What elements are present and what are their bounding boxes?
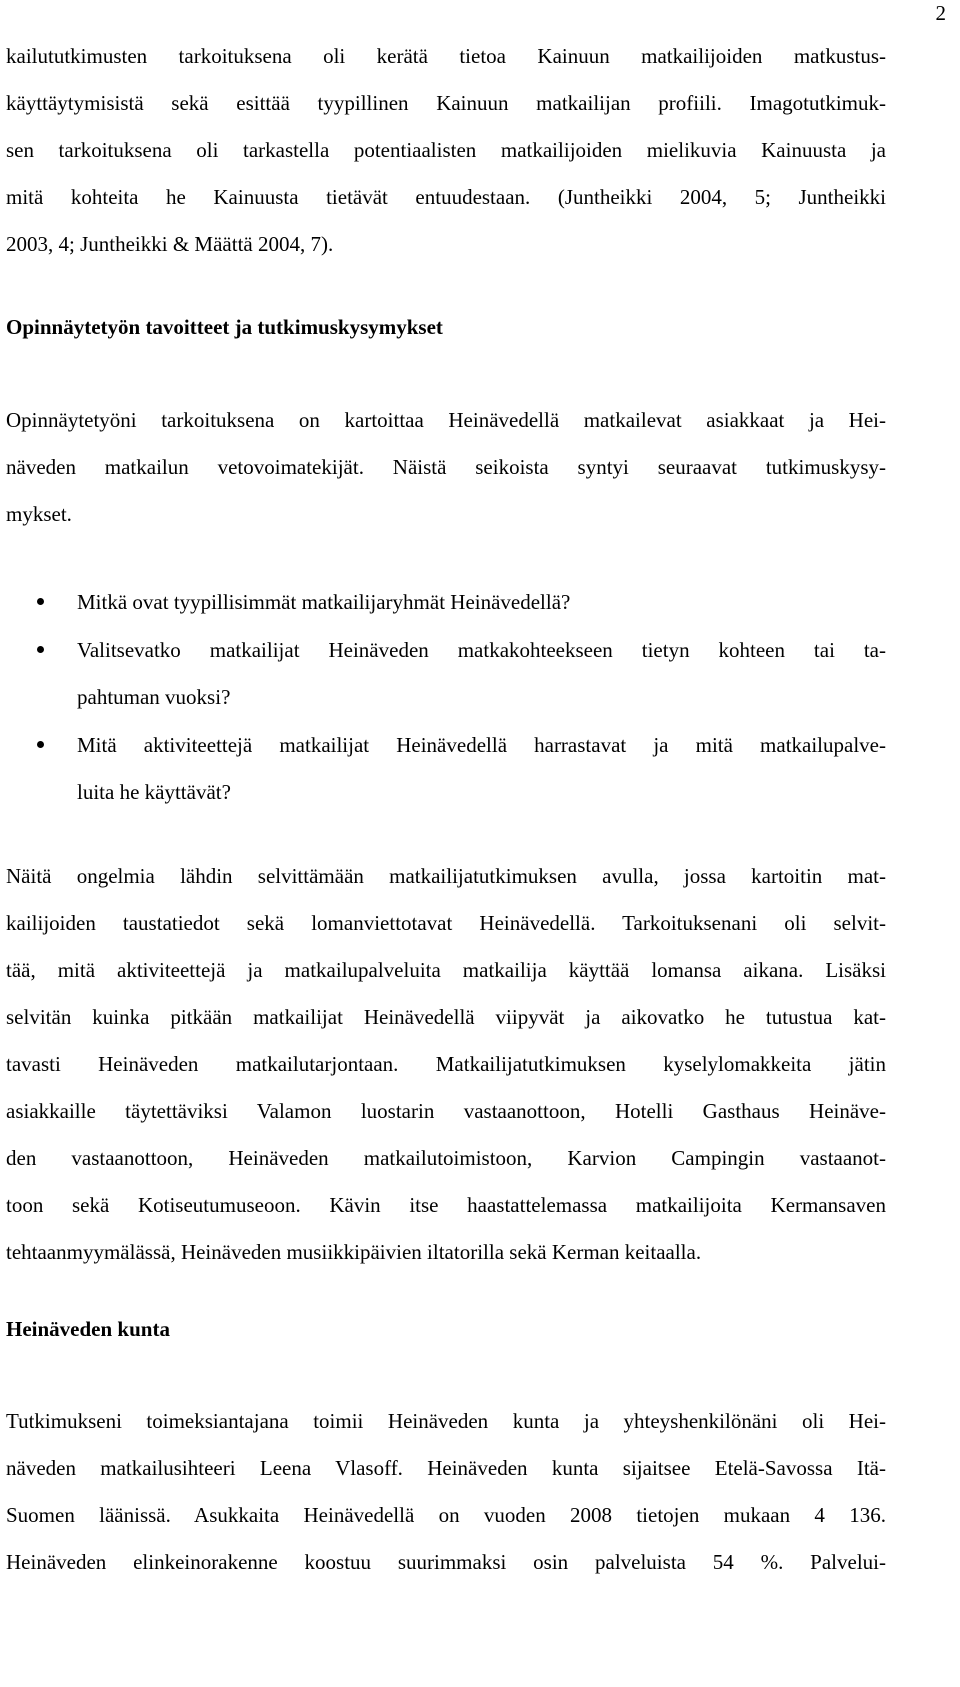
text-line: Opinnäytetyöni tarkoituksena on kartoittaa Heinävedellä matkailevat asiakkaat ja Hei- xyxy=(6,408,886,432)
text-line: Mitä aktiviteettejä matkailijat Heinävedellä harrastavat ja mitä matkailupalve- xyxy=(77,733,886,757)
text-line: tavasti Heinäveden matkailutarjontaan. Matkailijatutkimuksen kyselylomakkeita jätin xyxy=(6,1052,886,1076)
text-line: pahtuman vuoksi? xyxy=(77,685,231,709)
heading-municipality: Heinäveden kunta xyxy=(6,1317,170,1341)
text-line: kailijoiden taustatiedot sekä lomanviettotavat Heinävedellä. Tarkoituksenani oli selvit- xyxy=(6,911,886,935)
text-line: tää, mitä aktiviteettejä ja matkailupalveluita matkailija käyttää lomansa aikana. Lisäksi xyxy=(6,958,886,982)
text-line: selvitän kuinka pitkään matkailijat Heinävedellä viipyvät ja aikovatko he tutustua kat- xyxy=(6,1005,886,1029)
list-item xyxy=(6,579,886,626)
paragraph-municipality xyxy=(6,1398,886,1586)
text-line: tehtaanmyymälässä, Heinäveden musiikkipäivien iltatorilla sekä Kerman keitaalla. xyxy=(6,1240,702,1264)
text-line: mitä kohteita he Kainuusta tietävät entuudestaan. (Juntheikki 2004, 5; Juntheikki xyxy=(6,185,886,209)
text-line: luita he käyttävät? xyxy=(77,780,231,804)
page-number: 2 xyxy=(935,1,946,25)
text-line: Heinäveden elinkeinorakenne koostuu suurimmaksi osin palveluista 54 %. Palvelui- xyxy=(6,1550,886,1574)
text-line: Näitä ongelmia lähdin selvittämään matkailijatutkimuksen avulla, jossa kartoitin mat- xyxy=(6,864,886,888)
text-line: den vastaanottoon, Heinäveden matkailutoimistoon, Karvion Campingin vastaanot- xyxy=(6,1146,886,1170)
text-line: sen tarkoituksena oli tarkastella potentiaalisten matkailijoiden mielikuvia Kainuusta ja xyxy=(6,138,886,162)
bullet-icon xyxy=(37,598,44,605)
text-line: mykset. xyxy=(6,502,72,526)
heading-objectives: Opinnäytetyön tavoitteet ja tutkimuskysymykset xyxy=(6,315,443,339)
bullet-icon xyxy=(37,646,44,653)
paragraph-methods xyxy=(6,853,886,1276)
text-line: asiakkaille täytettäviksi Valamon luostarin vastaanottoon, Hotelli Gasthaus Heinäve- xyxy=(6,1099,886,1123)
text-line: kailututkimusten tarkoituksena oli kerätä tietoa Kainuun matkailijoiden matkustus- xyxy=(6,44,886,68)
text-line: Mitkä ovat tyypillisimmät matkailijaryhmät Heinävedellä? xyxy=(77,590,571,614)
text-line: toon sekä Kotiseutumuseoon. Kävin itse haastattelemassa matkailijoita Kermansaven xyxy=(6,1193,886,1217)
text-line: näveden matkailusihteeri Leena Vlasoff. Heinäveden kunta sijaitsee Etelä-Savossa Itä- xyxy=(6,1456,886,1480)
text-line: Tutkimukseni toimeksiantajana toimii Heinäveden kunta ja yhteyshenkilönäni oli Hei- xyxy=(6,1409,886,1433)
research-questions-list xyxy=(6,579,886,817)
bullet-icon xyxy=(37,741,44,748)
text-line: 2003, 4; Juntheikki & Määttä 2004, 7). xyxy=(6,232,334,256)
text-line: näveden matkailun vetovoimatekijät. Näistä seikoista syntyi seuraavat tutkimuskysy- xyxy=(6,455,886,479)
text-line: Suomen läänissä. Asukkaita Heinävedellä on vuoden 2008 tietojen mukaan 4 136. xyxy=(6,1503,886,1527)
text-line: käyttäytymisistä sekä esittää tyypillinen Kainuun matkailijan profiili. Imagotutkimuk- xyxy=(6,91,886,115)
text-line: Valitsevatko matkailijat Heinäveden matkakohteekseen tietyn kohteen tai ta- xyxy=(77,638,886,662)
list-item xyxy=(6,722,886,816)
list-item xyxy=(6,627,886,721)
paragraph-objectives xyxy=(6,397,886,538)
paragraph-kainuu-research xyxy=(6,33,886,268)
